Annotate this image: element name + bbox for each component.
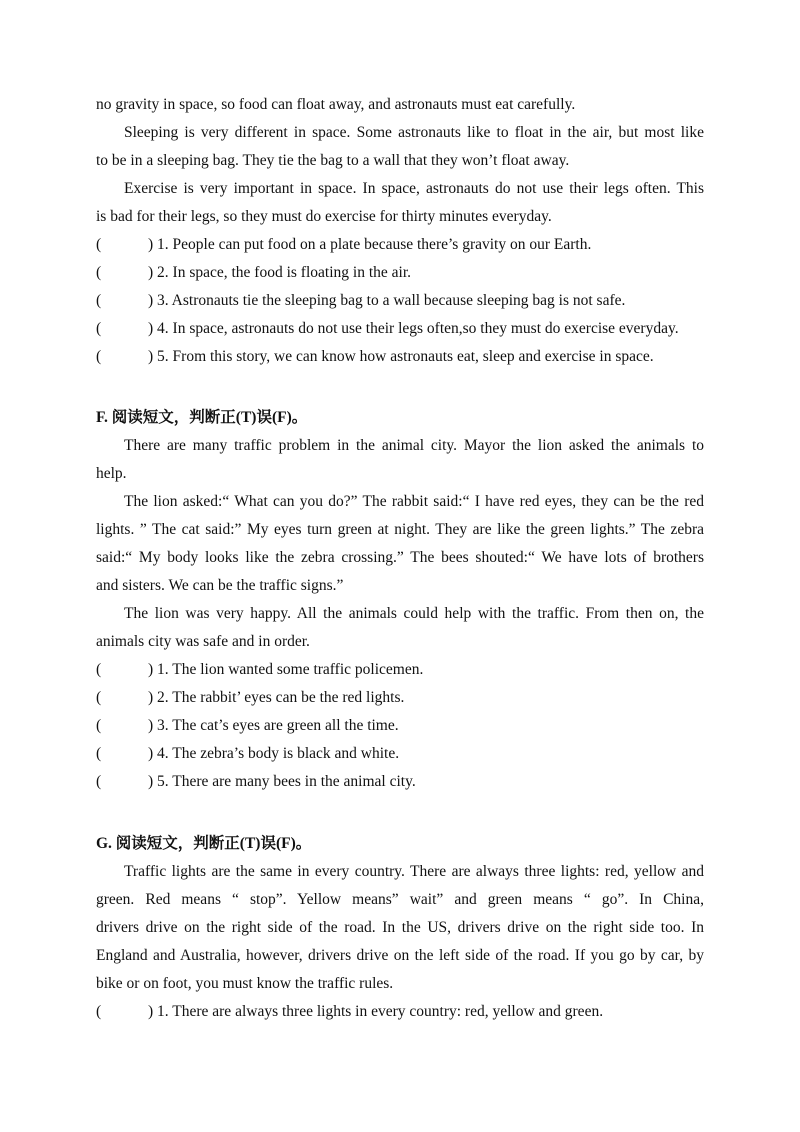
passage-g-line-3: drivers drive on the right side of the road. In the US, drivers drive on the right side too. In [96, 919, 704, 936]
question-f-2 [96, 688, 704, 708]
question-e-3 [96, 291, 704, 311]
section-g-heading: G. 阅读短文，判断正(T)误(F)。 [96, 835, 312, 852]
passage-e-line-2: Sleeping is very different in space. Some astronauts like to float in the air, but most like [124, 124, 704, 141]
passage-f-line-1: There are many traffic problem in the animal city. Mayor the lion asked the animals to [124, 437, 704, 454]
answer-blank[interactable]: ( [96, 717, 102, 734]
question-f-3 [96, 716, 704, 736]
passage-f-line-3: The lion asked:“ What can you do?” The rabbit said:“ I have red eyes, they can be the red [124, 493, 704, 510]
question-e-2 [96, 263, 704, 283]
passage-e-line-5: is bad for their legs, so they must do exercise for thirty minutes everyday. [96, 208, 552, 225]
question-f-4 [96, 744, 704, 764]
answer-blank[interactable]: ( [96, 236, 102, 253]
passage-g-line-2: green. Red means “ stop”. Yellow means” wait” and green means “ go”. In China, [96, 891, 704, 908]
question-text: ) 1. There are always three lights in every country: red, yellow and green. [148, 1003, 604, 1020]
passage-g-line-4: England and Australia, however, drivers drive on the left side of the road. If you go by car, by [96, 947, 704, 964]
answer-blank[interactable]: ( [96, 745, 102, 762]
question-text: ) 1. People can put food on a plate because there’s gravity on our Earth. [148, 236, 592, 253]
passage-e-line-4: Exercise is very important in space. In space, astronauts do not use their legs often. This [124, 180, 704, 197]
question-text: ) 2. The rabbit’ eyes can be the red lights. [148, 689, 405, 706]
question-text: ) 4. The zebra’s body is black and white. [148, 745, 400, 762]
question-text: ) 3. The cat’s eyes are green all the time. [148, 717, 399, 734]
question-text: ) 1. The lion wanted some traffic policemen. [148, 661, 424, 678]
question-text: ) 5. From this story, we can know how astronauts eat, sleep and exercise in space. [148, 348, 654, 365]
passage-f-line-5: said:“ My body looks like the zebra crossing.” The bees shouted:“ We have lots of brothers [96, 549, 704, 566]
answer-blank[interactable]: ( [96, 773, 102, 790]
passage-g-line-5: bike or on foot, you must know the traffic rules. [96, 975, 394, 992]
passage-g-line-1: Traffic lights are the same in every country. There are always three lights: red, yellow and [124, 863, 704, 880]
passage-f-line-8: animals city was safe and in order. [96, 633, 310, 650]
question-f-5 [96, 772, 704, 792]
question-e-5 [96, 347, 704, 367]
passage-f-line-6: and sisters. We can be the traffic signs.” [96, 577, 344, 594]
section-f-heading: F. 阅读短文，判断正(T)误(F)。 [96, 409, 308, 426]
question-e-1 [96, 235, 704, 255]
passage-e-line-1: no gravity in space, so food can float away, and astronauts must eat carefully. [96, 96, 576, 113]
answer-blank[interactable]: ( [96, 348, 102, 365]
passage-f-line-4: lights. ” The cat said:” My eyes turn green at night. They are like the green lights.” The zebra [96, 521, 704, 538]
question-f-1 [96, 660, 704, 680]
answer-blank[interactable]: ( [96, 661, 102, 678]
question-e-4 [96, 319, 704, 339]
question-text: ) 3. Astronauts tie the sleeping bag to a wall because sleeping bag is not safe. [148, 292, 626, 309]
answer-blank[interactable]: ( [96, 292, 102, 309]
answer-blank[interactable]: ( [96, 1003, 102, 1020]
passage-f-line-7: The lion was very happy. All the animals could help with the traffic. From then on, the [124, 605, 704, 622]
answer-blank[interactable]: ( [96, 320, 102, 337]
answer-blank[interactable]: ( [96, 264, 102, 281]
question-g-1 [96, 1002, 704, 1022]
passage-f-line-2: help. [96, 465, 127, 482]
question-text: ) 2. In space, the food is floating in the air. [148, 264, 412, 281]
passage-e-line-3: to be in a sleeping bag. They tie the bag to a wall that they won’t float away. [96, 152, 570, 169]
answer-blank[interactable]: ( [96, 689, 102, 706]
question-text: ) 4. In space, astronauts do not use their legs often,so they must do exercise everyday. [148, 320, 679, 337]
question-text: ) 5. There are many bees in the animal city. [148, 773, 416, 790]
